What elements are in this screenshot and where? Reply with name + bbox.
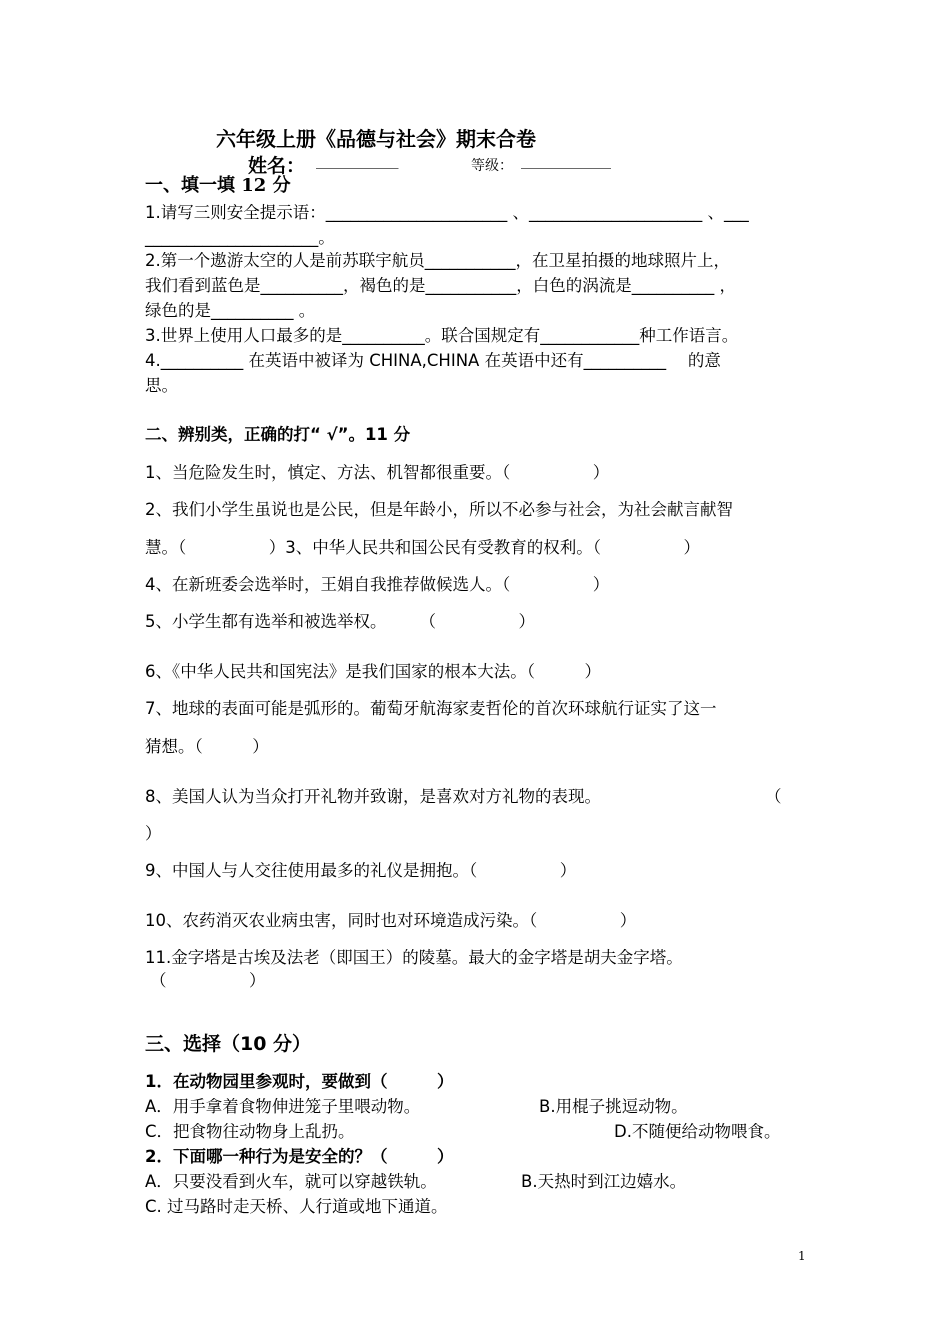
q2-stem: 2．下面哪一种行为是安全的？（ ）: [145, 1147, 454, 1166]
section2-heading: 二、辨别类，正确的打“ √”。11 分: [145, 425, 411, 444]
s2-line-7: 7、地球的表面可能是弧形的。葡萄牙航海家麦哲伦的首次环球航行证实了这一: [145, 699, 717, 718]
s2-line-1: 1、当危险发生时，慎定、方法、机智都很重要。（ ）: [145, 463, 610, 482]
q2-option-c: C. 过马路时走天桥、人行道或地下通道。: [145, 1197, 448, 1216]
s1-line-5: 绿色的是__________ 。: [145, 301, 316, 320]
grade-label: 等级：: [471, 158, 513, 174]
name-label: 姓名：: [248, 155, 306, 177]
grade-blank: ____________: [521, 151, 611, 169]
s2-line-10: 9、中国人与人交往使用最多的礼仪是拥抱。（ ）: [145, 861, 577, 880]
s2-line-4: 4、在新班委会选举时，王娟自我推荐做候选人。（ ）: [145, 575, 610, 594]
s2-line-12: 11.金字塔是古埃及法老（即国王）的陵墓。最大的金字塔是胡夫金字塔。: [145, 948, 683, 967]
q1-stem: 1．在动物园里参观时，要做到（ ）: [145, 1072, 454, 1091]
s2-line-5: 5、小学生都有选举和被选举权。 （ ）: [145, 612, 535, 631]
s2-line-13: （ ）: [150, 971, 266, 990]
s1-line-6: 3.世界上使用人口最多的是__________。联合国规定有____________种工作语言。: [145, 326, 739, 345]
s1-line-8: 思。: [145, 376, 178, 395]
q1-option-d: D.不随便给动物喂食。: [614, 1122, 781, 1141]
name-blank: ___________: [316, 151, 399, 169]
s2-line-3: 慧。（ ）3、中华人民共和国公民有受教育的权利。（ ）: [145, 538, 700, 557]
s1-line-4: 我们看到蓝色是__________，褐色的是___________，白色的涡流是__________ ，: [145, 276, 736, 295]
s2-line-11: 10、农药消灭农业病虫害，同时也对环境造成污染。（ ）: [145, 911, 637, 930]
page-title: 六年级上册《品德与社会》期末合卷: [216, 127, 536, 151]
s2-line-9: 8、美国人认为当众打开礼物并致谢，是喜欢对方礼物的表现。: [145, 787, 601, 806]
page-number: 1: [798, 1249, 806, 1263]
section1-heading: 一、填一填 12 分: [145, 175, 291, 196]
q1-option-b: B.用棍子挑逗动物。: [539, 1097, 688, 1116]
s2-line-9-paren-open: （: [765, 787, 782, 806]
s1-line-3: 2.第一个遨游太空的人是前苏联宇航员___________，在卫星拍摄的地球照片上，: [145, 251, 730, 270]
section3-heading: 三、选择（10 分）: [145, 1033, 312, 1055]
q1-option-c: C．把食物往动物身上乱扔。: [145, 1122, 355, 1141]
s1-line-2: _____________________。: [145, 228, 335, 247]
s1-line-1: 1.请写三则安全提示语：______________________ 、_____________________ 、___: [145, 203, 749, 222]
s2-line-8: 猜想。（ ）: [145, 737, 269, 756]
s2-line-6: 6、《中华人民共和国宪法》是我们国家的根本大法。（ ）: [145, 662, 601, 681]
q1-option-a: A．用手拿着食物伸进笼子里喂动物。: [145, 1097, 421, 1116]
q2-option-b: B.天热时到江边嬉水。: [521, 1172, 687, 1191]
q2-option-a: A．只要没看到火车，就可以穿越铁轨。: [145, 1172, 437, 1191]
s1-line-7: 4.__________ 在英语中被译为 CHINA,CHINA 在英语中还有__________ 的意: [145, 351, 721, 370]
s2-line-9-paren-close: ）: [145, 824, 162, 843]
s2-line-2: 2、我们小学生虽说也是公民，但是年龄小，所以不必参与社会，为社会献言献智: [145, 500, 733, 519]
